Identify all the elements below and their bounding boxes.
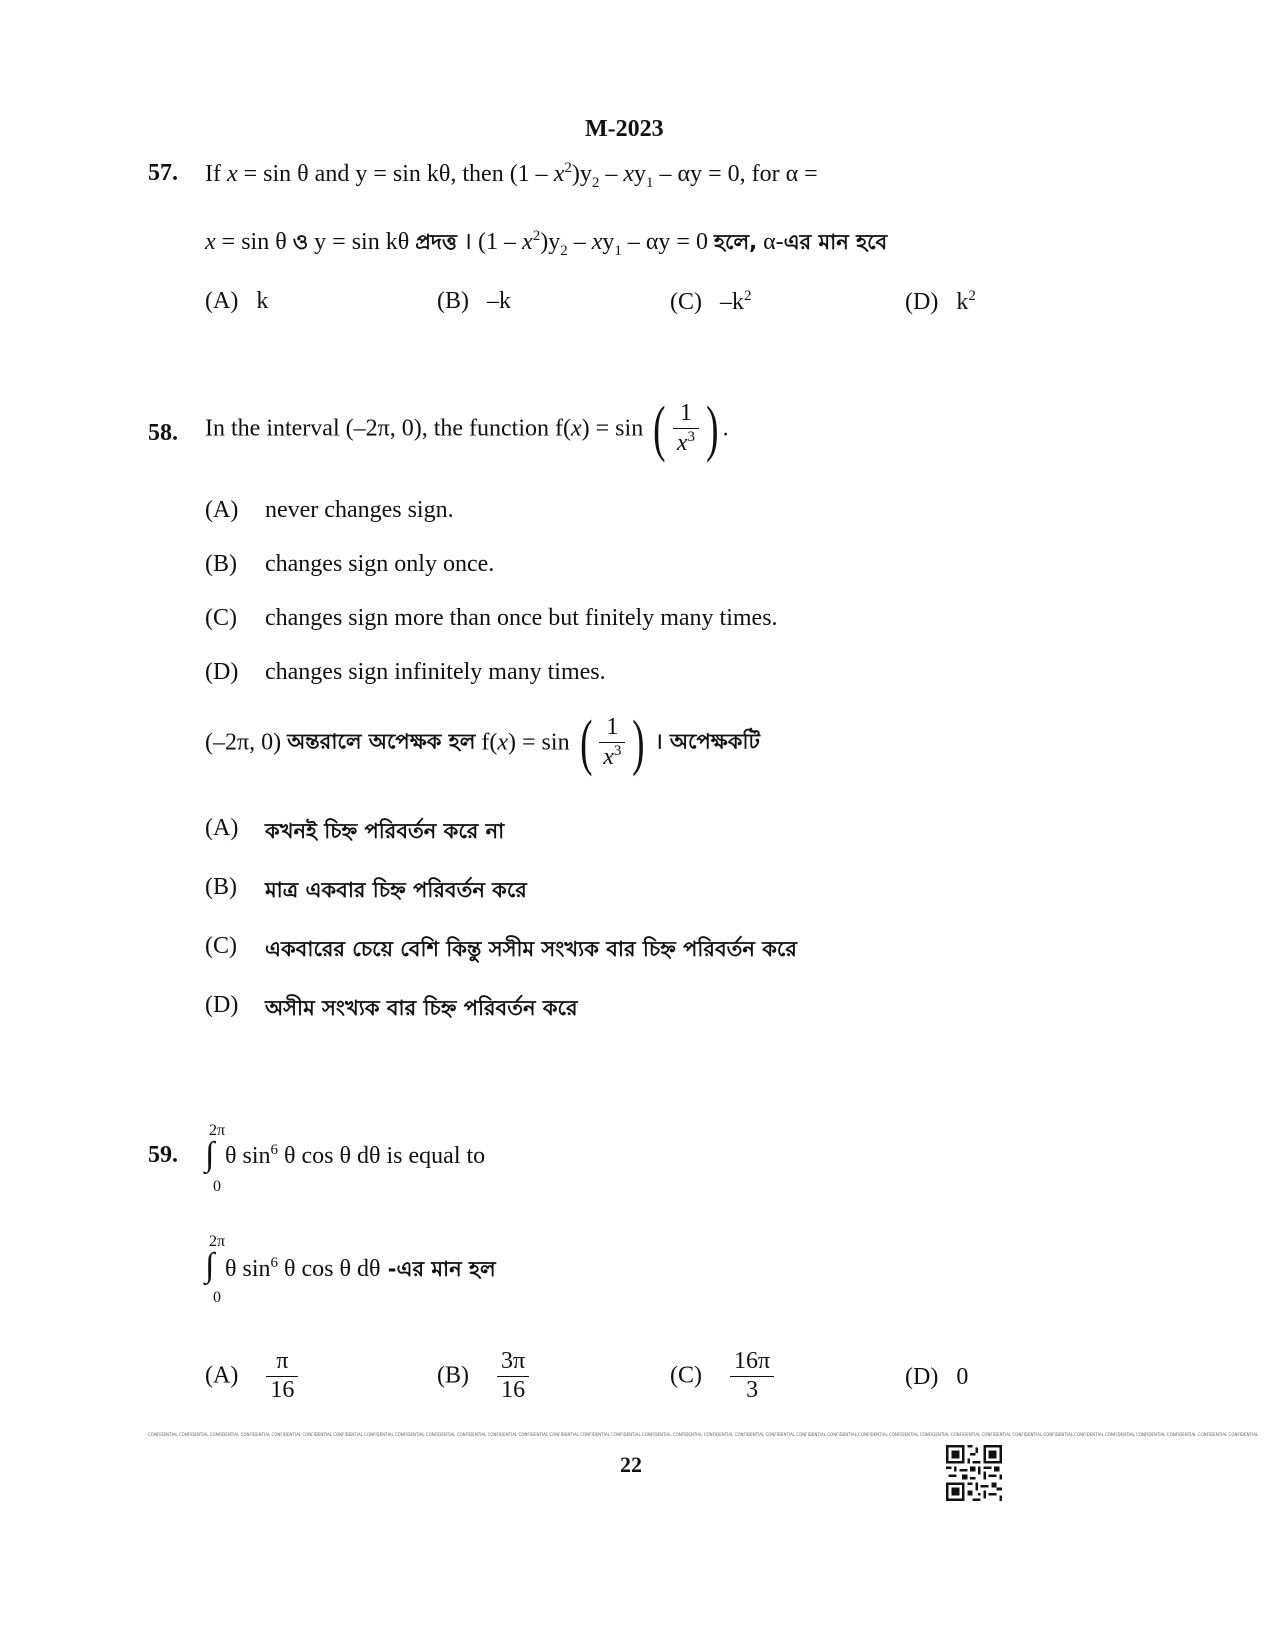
confidential-watermark: CONFIDENTIAL CONFIDENTIAL CONFIDENTIAL CONFIDENTIAL CONFIDENTIAL CONFIDENTIAL CONFIDENTIAL CONFIDENTIAL CONFIDENTIAL CONFIDENTIAL CONFIDENTIAL CONFIDENTIAL CONFIDENTIAL CONFIDENTIAL CONFIDENTIAL CONFIDENTIAL CONFIDENTIAL CONFIDENTIAL CONFIDENTIAL CONFIDENTIAL CONFIDENTIAL CONFIDENTIAL CONFIDENTIAL CONFIDENTIAL CONFIDENTIAL CONFIDENTIAL CONFIDENTIAL CONFIDENTIAL CONFIDENTIAL CONFIDENTIAL CONFIDENTIAL CONFIDENTIAL CONFIDENTIAL CONFIDENTIAL CONFIDENTIAL CONFIDENTIAL (148, 1432, 1259, 1437)
integral-upper-limit: 2π (209, 1122, 226, 1139)
option-58-a-bn[interactable]: (A) কখনই চিহ্ন পরিবর্তন করে না (205, 815, 505, 843)
option-58-c-en[interactable]: (C) changes sign more than once but finitely many times. (205, 605, 778, 631)
option-57-c[interactable]: (C) $-k^2$ (670, 288, 752, 315)
page-number: 22 (620, 1452, 642, 1477)
integral-sign-bn: ∫ (205, 1247, 215, 1284)
fraction-1-over-x-cubed: $\frac{1}{x^3}$ (673, 400, 699, 457)
integral-upper-limit-bn: 2π (209, 1233, 226, 1250)
integrand: θ $\sin^6 \theta$ cos θ dθ is equal to (225, 1142, 486, 1169)
option-59-b[interactable]: (B) $\frac{3\pi}{16}$ (437, 1348, 532, 1404)
question-number-57: 57. (148, 160, 178, 186)
fraction-1-over-x-cubed-bn: $\frac{1}{x^3}$ (599, 714, 625, 771)
option-58-d-bn[interactable]: (D) অসীম সংখ্যক বার চিহ্ন পরিবর্তন করে (205, 992, 578, 1020)
option-58-b-bn[interactable]: (B) মাত্র একবার চিহ্ন পরিবর্তন করে (205, 874, 527, 902)
question-number-58: 58. (148, 420, 178, 446)
option-59-c[interactable]: (C) $\frac{16\pi}{3}$ (670, 1348, 777, 1404)
option-58-c-bn[interactable]: (C) একবারের চেয়ে বেশি কিন্তু সসীম সংখ্যক বার চিহ্ন পরিবর্তন করে (205, 933, 797, 961)
question-57-stem-en: If x = sin θ and y = sin kθ, then $(1 - x^2)y_2 - xy_1 - \alpha y = 0$, for α = (205, 160, 818, 191)
question-57-stem-bn: x = sin θ ও y = sin kθ প্রদত্ত । $(1 - x^2)y_2 - xy_1 - \alpha y = 0$ হলে, α-এর মান হবে (205, 228, 888, 259)
qr-code-icon (946, 1445, 1002, 1501)
option-59-a[interactable]: (A) $\frac{\pi}{16}$ (205, 1348, 301, 1404)
question-59-integral-en (205, 1122, 705, 1202)
integrand-bn: θ $\sin^6 \theta$ cos θ dθ -এর মান হল (225, 1255, 496, 1282)
option-58-b-en[interactable]: (B) changes sign only once. (205, 551, 495, 577)
question-number-59: 59. (148, 1142, 178, 1168)
question-58-stem-en: In the interval (–2π, 0), the function f(x) = sin ( $\frac{1}{x^3}$ ) . (205, 395, 729, 463)
option-58-a-en[interactable]: (A) never changes sign. (205, 497, 454, 523)
integral-sign: ∫ (205, 1136, 215, 1173)
question-59-integral-bn (205, 1233, 705, 1313)
option-58-d-en[interactable]: (D) changes sign infinitely many times. (205, 659, 606, 685)
left-paren: ( (653, 395, 666, 463)
page-header-code: M-2023 (585, 116, 664, 142)
option-57-b[interactable]: (B) –k (437, 288, 511, 314)
left-paren-bn: ( (579, 709, 593, 777)
right-paren-bn: ) (632, 709, 645, 777)
right-paren: ) (706, 395, 719, 463)
question-58-stem-bn: (–2π, 0) অন্তরালে অপেক্ষক হল f(x) = sin ( $\frac{1}{x^3}$ ) । অপেক্ষকটি (205, 709, 760, 777)
option-57-a[interactable]: (A) k (205, 288, 269, 314)
integral-lower-limit-bn: 0 (213, 1289, 221, 1306)
option-59-d[interactable]: (D) 0 (905, 1364, 969, 1390)
integral-lower-limit: 0 (213, 1178, 221, 1195)
option-57-d[interactable]: (D) $k^2$ (905, 288, 976, 315)
